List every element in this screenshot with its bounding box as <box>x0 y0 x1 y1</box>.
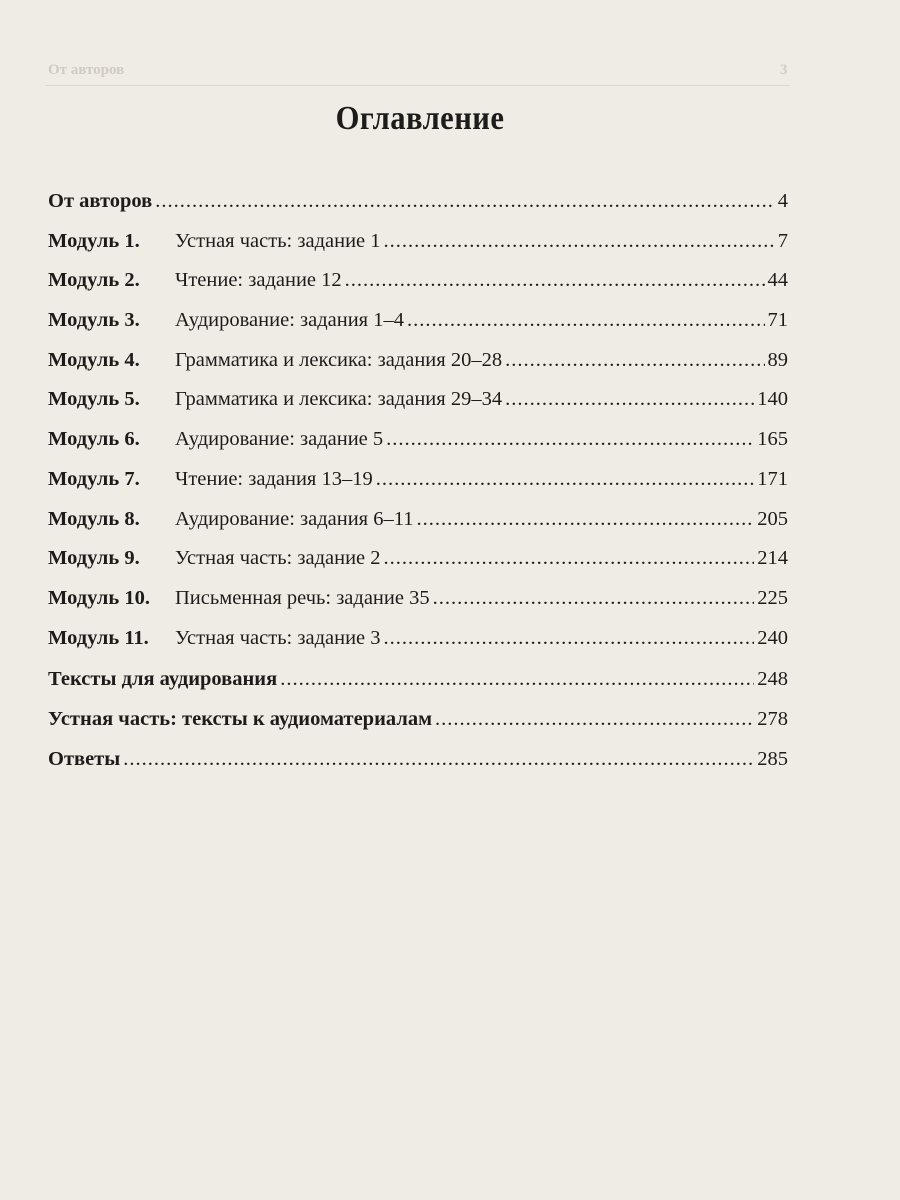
toc-module-label: Модуль 4. <box>48 348 140 371</box>
toc-entry-title: Ответы <box>48 747 121 770</box>
toc-leader-dots <box>345 269 765 292</box>
toc-entry-title: Грамматика и лексика: задания 20–28 <box>175 348 503 371</box>
toc-module-label: Модуль 8. <box>48 507 140 530</box>
toc-leader-dots <box>433 587 755 610</box>
toc-page-number: 225 <box>757 586 788 609</box>
toc-entry-title: Аудирование: задания 6–11 <box>175 507 414 530</box>
bleed-through-rule <box>45 85 790 86</box>
toc-page-number: 4 <box>777 190 788 212</box>
toc-module-label: Модуль 11. <box>48 626 149 649</box>
toc-page-number: 89 <box>767 348 788 371</box>
toc-module-label: Модуль 10. <box>48 586 150 609</box>
toc-entry[interactable] <box>48 349 788 389</box>
toc-entry[interactable] <box>48 190 788 230</box>
toc-module-label: Модуль 9. <box>48 547 140 570</box>
toc-entry[interactable] <box>48 508 788 548</box>
toc-page-number: 71 <box>767 309 788 332</box>
toc-module-label: Модуль 3. <box>48 309 140 332</box>
toc-leader-dots <box>155 190 775 213</box>
toc-entry[interactable] <box>48 309 788 349</box>
toc-leader-dots <box>416 508 754 531</box>
toc-page-number: 285 <box>757 747 788 770</box>
toc-entry-title: Аудирование: задания 1–4 <box>175 309 404 332</box>
toc-leader-dots <box>505 349 764 372</box>
toc-page-number: 214 <box>757 547 788 570</box>
bleed-through-header-left: От авторов <box>48 62 125 78</box>
toc-entry[interactable] <box>48 547 788 587</box>
toc-entry-title: Аудирование: задание 5 <box>175 428 384 451</box>
toc-entry-title: Чтение: задания 13–19 <box>175 467 373 490</box>
toc-leader-dots <box>505 388 754 411</box>
toc-leader-dots <box>384 627 755 650</box>
toc-entry[interactable] <box>48 230 788 270</box>
toc-entry-title: Грамматика и лексика: задания 29–34 <box>175 388 503 411</box>
toc-leader-dots <box>123 748 754 771</box>
toc-leader-dots <box>386 428 754 451</box>
toc-page-number: 248 <box>757 668 788 691</box>
toc-entry[interactable] <box>48 428 788 468</box>
toc-page-number: 165 <box>757 428 788 451</box>
toc-page-number: 205 <box>757 507 788 530</box>
toc-entry-title: Устная часть: задание 3 <box>175 626 381 649</box>
toc-entry[interactable] <box>48 388 788 428</box>
toc-module-label: Модуль 5. <box>48 388 140 411</box>
toc-entry-title: Устная часть: задание 2 <box>175 547 381 570</box>
toc-entry-title: Тексты для аудирования <box>48 668 278 691</box>
toc-page-number: 7 <box>777 229 788 252</box>
toc-entry[interactable] <box>48 468 788 508</box>
toc-leader-dots <box>435 708 754 731</box>
toc-entry[interactable] <box>48 668 788 708</box>
toc-leader-dots <box>376 468 755 491</box>
toc-entry[interactable] <box>48 627 788 667</box>
toc-entry-title: Письменная речь: задание 35 <box>175 586 430 609</box>
toc-entry[interactable] <box>48 748 788 788</box>
toc-page-number: 171 <box>757 467 788 490</box>
toc-entry[interactable] <box>48 587 788 627</box>
toc-entry-title: Устная часть: тексты к аудиоматериалам <box>48 707 433 730</box>
toc-page-number: 278 <box>757 707 788 730</box>
toc-entry[interactable] <box>48 708 788 748</box>
toc-entry-title: Устная часть: задание 1 <box>175 229 381 252</box>
toc-entry-title: От авторов <box>48 190 153 212</box>
toc-leader-dots <box>407 309 765 332</box>
page-title: Оглавление <box>335 100 505 137</box>
toc-leader-dots <box>384 547 755 570</box>
toc-page-number: 140 <box>757 388 788 411</box>
toc-page-number: 44 <box>767 269 788 292</box>
toc-leader-dots <box>384 230 775 253</box>
toc-module-label: Модуль 7. <box>48 467 140 490</box>
toc-leader-dots <box>280 668 754 691</box>
toc-entry-title: Чтение: задание 12 <box>175 269 342 292</box>
toc-page-number: 240 <box>757 626 788 649</box>
bleed-through-header-page: 3 <box>780 62 788 78</box>
toc-module-label: Модуль 6. <box>48 428 140 451</box>
toc-module-label: Модуль 1. <box>48 229 140 252</box>
toc-entry[interactable] <box>48 269 788 309</box>
toc-module-label: Модуль 2. <box>48 269 140 292</box>
table-of-contents <box>48 190 788 787</box>
